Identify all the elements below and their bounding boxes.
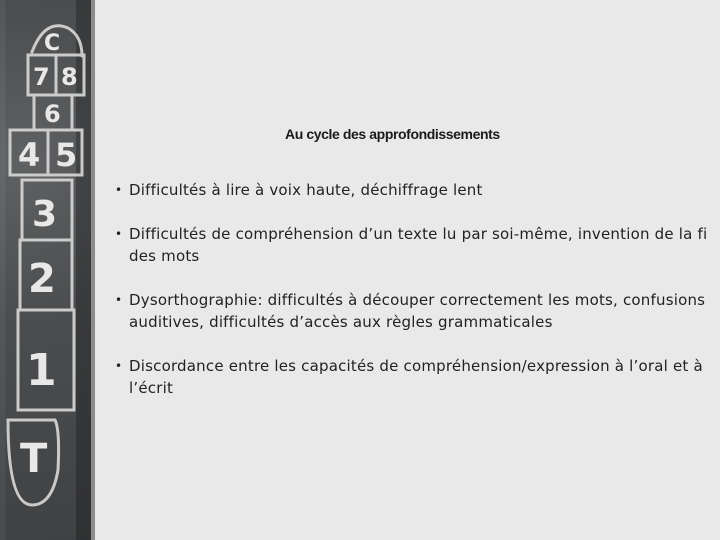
chalk-label-5: 5 xyxy=(55,136,78,174)
list-item xyxy=(115,355,720,399)
list-item-text xyxy=(129,289,720,333)
chalk-label-2: 2 xyxy=(28,256,56,302)
bullet-icon: • xyxy=(115,227,123,241)
hopscotch-chalk-image xyxy=(0,0,95,540)
list-item-line: Dysorthographie: difficultés à découper correctement les mots, confusions xyxy=(129,291,706,309)
bullet-icon: • xyxy=(115,359,123,373)
chalk-label-t: T xyxy=(20,436,48,482)
chalk-label-7: 7 xyxy=(33,63,50,91)
list-item-line: auditives, difficultés d’accès aux règles grammaticales xyxy=(129,313,553,331)
chalk-label-4: 4 xyxy=(18,136,41,174)
bullet-list xyxy=(115,179,720,421)
list-item-line: des mots xyxy=(129,247,200,265)
list-item xyxy=(115,179,720,201)
list-item-text xyxy=(129,179,720,201)
list-item xyxy=(115,289,720,333)
list-item-line: l’écrit xyxy=(129,379,174,397)
list-item-text xyxy=(129,355,720,399)
bullet-icon: • xyxy=(115,183,123,197)
slide-title: Au cycle des approfondissements xyxy=(285,126,500,142)
chalk-label-8: 8 xyxy=(61,63,78,91)
list-item-line: Difficultés à lire à voix haute, déchiffrage lent xyxy=(129,181,483,199)
bullet-icon: • xyxy=(115,293,123,307)
chalk-label-1: 1 xyxy=(26,345,57,396)
chalk-label-6: 6 xyxy=(44,100,61,128)
list-item-line: Difficultés de compréhension d’un texte lu par soi-même, invention de la fi xyxy=(129,225,708,243)
list-item xyxy=(115,223,720,267)
list-item-text xyxy=(129,223,720,267)
chalk-label-c: C xyxy=(44,31,61,56)
list-item-line: Discordance entre les capacités de compréhension/expression à l’oral et à xyxy=(129,357,703,375)
chalk-label-3: 3 xyxy=(32,194,58,235)
hopscotch-drawing xyxy=(0,0,95,540)
